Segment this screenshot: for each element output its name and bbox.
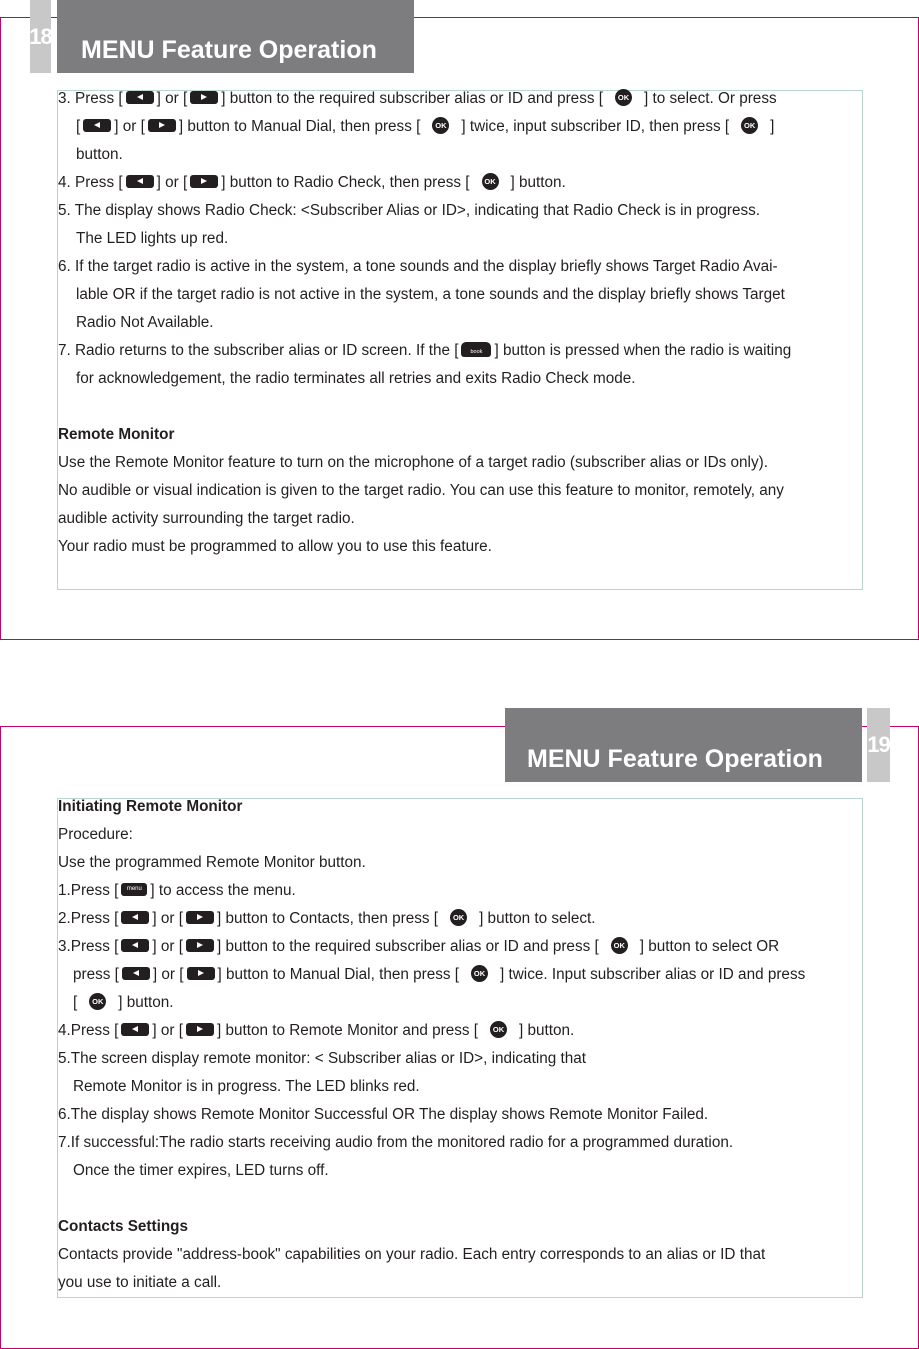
text-segment: ] button to Manual Dial, then press [ — [217, 966, 460, 983]
text-segment: Once the timer expires, LED turns off. — [73, 1162, 329, 1179]
ok-key-icon: OK — [615, 89, 632, 106]
right-arrow-key-icon — [148, 119, 176, 132]
text-line — [58, 85, 874, 113]
section-heading — [58, 793, 874, 821]
ok-key-icon: OK — [89, 993, 106, 1010]
text-line — [58, 933, 874, 961]
right-arrow-key-icon — [186, 939, 214, 952]
text-line — [58, 1269, 874, 1297]
text-line — [58, 1157, 874, 1185]
text-segment: 3. Press [ — [58, 90, 123, 107]
text-line — [58, 281, 874, 309]
text-line — [58, 1101, 874, 1129]
page-19-header-title: MENU Feature Operation — [527, 745, 823, 773]
text-line — [58, 365, 874, 393]
right-arrow-key-icon — [190, 175, 218, 188]
text-line — [58, 1073, 874, 1101]
text-segment: Your radio must be programmed to allow you to use this feature. — [58, 538, 492, 555]
text-line — [58, 337, 874, 365]
text-segment: 4.Press [ — [58, 1022, 119, 1039]
section-heading — [58, 1213, 874, 1241]
text-segment: ] button. — [510, 174, 566, 191]
text-segment: ] or [ — [152, 938, 183, 955]
text-line — [58, 449, 874, 477]
menu-key-icon: menu — [121, 883, 147, 896]
ok-key-icon: OK — [432, 117, 449, 134]
text-segment: 3.Press [ — [58, 938, 119, 955]
text-line — [58, 849, 874, 877]
text-segment: [ — [76, 118, 81, 135]
text-segment: No audible or visual indication is given to the target radio. You can use this feature to monitor, remotely, any — [58, 482, 784, 499]
text-segment: you use to initiate a call. — [58, 1274, 222, 1291]
page-number-18: 18 — [30, 0, 51, 73]
right-arrow-key-icon — [186, 1023, 214, 1036]
text-segment: ] to select. Or press — [644, 90, 777, 107]
text-segment: Use the Remote Monitor feature to turn on the microphone of a target radio (subscriber alias or IDs only). — [58, 454, 768, 471]
text-segment: ] button to select. — [479, 910, 596, 927]
text-segment: Radio Not Available. — [76, 314, 214, 331]
text-segment: ] or [ — [114, 118, 145, 135]
text-line — [58, 253, 874, 281]
page-19-body — [58, 793, 874, 1297]
left-arrow-key-icon — [121, 1023, 149, 1036]
ok-key-icon: OK — [490, 1021, 507, 1038]
blank-line — [58, 393, 874, 421]
text-segment: ] button to Manual Dial, then press [ — [178, 118, 421, 135]
text-segment: ] button to the required subscriber alias or ID and press [ — [221, 90, 603, 107]
text-segment: 6.The display shows Remote Monitor Successful OR The display shows Remote Monitor Failed. — [58, 1106, 709, 1123]
text-segment: ] to access the menu. — [150, 882, 296, 899]
ok-key-icon: OK — [450, 909, 467, 926]
text-segment: for acknowledgement, the radio terminates all retries and exits Radio Check mode. — [76, 370, 636, 387]
text-line — [58, 477, 874, 505]
text-segment: ] button to Radio Check, then press [ — [221, 174, 470, 191]
back-key-icon: book — [461, 342, 491, 357]
text-segment: Initiating Remote Monitor — [58, 798, 243, 815]
text-segment: audible activity surrounding the target radio. — [58, 510, 355, 527]
page-number-19: 19 — [867, 708, 890, 782]
text-segment: Remote Monitor — [58, 426, 175, 443]
text-line — [58, 533, 874, 561]
right-arrow-key-icon — [187, 967, 215, 980]
text-segment: ] button to select OR — [639, 938, 780, 955]
text-segment: Procedure: — [58, 826, 133, 843]
text-segment: 7. Radio returns to the subscriber alias or ID screen. If the [ — [58, 342, 459, 359]
text-segment: 5. The display shows Radio Check: <Subscriber Alias or ID>, indicating that Radio Check is in progress. — [58, 202, 761, 219]
text-segment: The LED lights up red. — [76, 230, 229, 247]
left-arrow-key-icon — [121, 939, 149, 952]
text-segment: ] or [ — [156, 90, 188, 107]
text-line — [58, 1017, 874, 1045]
text-segment: press [ — [73, 966, 119, 983]
text-line — [58, 1129, 874, 1157]
ok-key-icon: OK — [611, 937, 628, 954]
section-heading — [58, 421, 874, 449]
text-segment: ] or [ — [152, 910, 183, 927]
text-line — [58, 877, 874, 905]
text-segment: ] or [ — [152, 1022, 183, 1039]
text-line — [58, 225, 874, 253]
left-arrow-key-icon — [121, 911, 149, 924]
text-line — [58, 505, 874, 533]
left-arrow-key-icon — [126, 175, 154, 188]
text-segment: [ — [73, 994, 78, 1011]
text-segment: lable OR if the target radio is not active in the system, a tone sounds and the display briefly shows Target — [76, 286, 785, 303]
text-segment: Use the programmed Remote Monitor button. — [58, 854, 366, 871]
page-18-header-title: MENU Feature Operation — [81, 36, 377, 64]
text-segment: ] button. — [118, 994, 174, 1011]
text-segment: 2.Press [ — [58, 910, 119, 927]
text-segment: button. — [76, 146, 123, 163]
text-line — [58, 113, 874, 141]
text-line — [58, 309, 874, 337]
text-line — [58, 961, 874, 989]
page-18-body — [58, 85, 874, 561]
left-arrow-key-icon — [83, 119, 111, 132]
text-segment: Contacts provide "address-book" capabilities on your radio. Each entry corresponds to an alias or ID that — [58, 1246, 766, 1263]
text-segment: ] twice, input subscriber ID, then press [ — [461, 118, 730, 135]
ok-key-icon: OK — [471, 965, 488, 982]
text-segment: ] button to Remote Monitor and press [ — [216, 1022, 479, 1039]
text-line — [58, 1241, 874, 1269]
text-line — [58, 821, 874, 849]
text-line — [58, 989, 874, 1017]
text-segment: 6. If the target radio is active in the system, a tone sounds and the display briefly shows Target Radio Avai- — [58, 258, 778, 275]
left-arrow-key-icon — [122, 967, 150, 980]
text-segment: 5.The screen display remote monitor: < Subscriber alias or ID>, indicating that — [58, 1050, 586, 1067]
text-line — [58, 1045, 874, 1073]
text-segment: Contacts Settings — [58, 1218, 189, 1235]
text-segment: ] button. — [519, 1022, 575, 1039]
right-arrow-key-icon — [190, 91, 218, 104]
text-segment: 4. Press [ — [58, 174, 123, 191]
text-segment: Remote Monitor is in progress. The LED blinks red. — [73, 1078, 420, 1095]
text-segment: 1.Press [ — [58, 882, 119, 899]
text-line — [58, 141, 874, 169]
ok-key-icon: OK — [741, 117, 758, 134]
text-segment: ] twice. Input subscriber alias or ID and press — [500, 966, 806, 983]
text-segment: ] button to the required subscriber alias or ID and press [ — [216, 938, 599, 955]
text-segment: 7.If successful:The radio starts receiving audio from the monitored radio for a programmed duration. — [58, 1134, 734, 1151]
text-segment: ] button to Contacts, then press [ — [216, 910, 439, 927]
text-segment: ] or [ — [152, 966, 184, 983]
text-line — [58, 197, 874, 225]
page-19-header — [505, 708, 862, 782]
right-arrow-key-icon — [186, 911, 214, 924]
text-line — [58, 169, 874, 197]
blank-line — [58, 1185, 874, 1213]
ok-key-icon: OK — [482, 173, 499, 190]
left-arrow-key-icon — [126, 91, 154, 104]
text-segment: ] button is pressed when the radio is waiting — [494, 342, 792, 359]
text-line — [58, 905, 874, 933]
text-segment: ] — [770, 118, 775, 135]
page-18-header — [57, 0, 414, 73]
text-segment: ] or [ — [156, 174, 188, 191]
